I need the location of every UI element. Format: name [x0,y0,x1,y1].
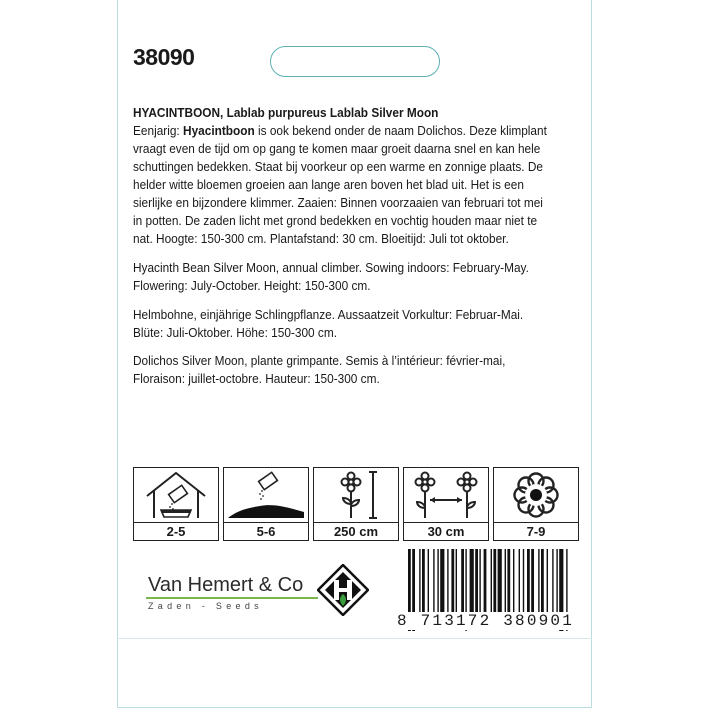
flowering-label: 7-9 [526,524,546,539]
barcode-bar [475,549,478,615]
barcode-bar [470,549,474,615]
sowing-icons [133,467,579,541]
plant-height-icon [314,468,398,523]
barcode-bar [493,549,496,615]
packet-fold-line [117,638,592,639]
barcode-bar [479,549,480,615]
name-dutch: Hyacintboon [183,124,255,138]
name-english: Hyacinth Bean Silver Moon [133,261,276,275]
flowering-box [493,467,579,541]
name-french: Dolichos Silver Moon [133,354,245,368]
barcode-bar [440,549,444,615]
name-german: Helmbohne [133,308,194,322]
barcode-bar [433,549,434,615]
barcode-bar [456,549,457,615]
article-number: 38090 [133,44,195,70]
outdoor-sowing-box [223,467,309,541]
body-german: , einjährige Schlingpflanze. Aussaatzeit Vorkultur: Februar-Mai. Blüte: Juli-Oktober. Höhe: 150-300 cm. [133,308,524,340]
plant-height-label: 250 cm [333,524,379,539]
body-english: , annual climber. Sowing indoors: February-May. Flowering: July-October. Height: 150-300 cm. [133,261,529,293]
plant-spacing-label: 30 cm [427,524,465,539]
indoor-sowing-label: 2-5 [166,524,186,539]
body-french: , plante grimpante. Semis à l’intérieur: février-mai, Floraison: juillet-octobre. Hauteur: 150-300 cm. [133,354,506,386]
brand-tagline: Zaden - Seeds [148,601,263,611]
barcode-bar [505,549,506,615]
brand-emblem-icon [317,564,369,621]
description-german [133,306,551,342]
outdoor-sowing-icon [224,468,308,523]
barcode-bar [519,549,520,615]
barcode-bar [513,549,514,615]
barcode-bar [461,549,464,615]
barcode-bar [491,549,492,615]
barcode-bar [523,549,524,615]
barcode-bar [556,549,557,615]
flowering-icon [494,468,578,523]
barcode-bar [538,549,539,615]
barcode-bar [437,549,438,615]
barcode-digits: 8 713172 380901 [397,612,575,630]
barcode-bar [541,549,544,615]
description-english [133,259,551,295]
blank-label-box [270,46,440,77]
indoor-sowing-box [133,467,219,541]
title-dutch: HYACINTBOON, Lablab purpureus Lablab Silver Moon [133,106,439,120]
plant-spacing-box [403,467,489,541]
barcode-bar [451,549,454,615]
description-french [133,352,551,388]
barcode-bar [552,549,553,615]
brand-underline [146,597,318,599]
body-dutch: is ook bekend onder de naam Dolichos. Deze klimplant vraagt even de tijd om op gang te komen maar groeit daarna snel en kan hele schuttingen bedekken. Staat bij voorkeur op een warme en zonnige plaats. De helder witte bloemen groeien aan lange aren boven het blad uit. Het is een sierlijke en bijzondere klimmer. Zaaien: Binnen voorzaaien van februari tot mei in potten. De zaden licht met grond bedekken en vochtig houden maar niet te nat. Hoogte: 150-300 cm. Plantafstand: 30 cm. Bloeitijd: Juli tot oktober. [133,124,547,246]
plant-spacing-icon [404,468,488,523]
barcode-bar [419,549,420,615]
barcode-bar [498,549,502,615]
barcode-bar [507,549,510,615]
barcode-bar [422,549,425,615]
barcode-bar [447,549,448,615]
outdoor-sowing-label: 5-6 [256,524,276,539]
barcode-bar [547,549,548,615]
lead-dutch: Eenjarig: [133,124,184,138]
plant-height-box [313,467,399,541]
barcode-bar [527,549,530,615]
description-dutch [133,104,551,248]
barcode-bar [484,549,487,615]
barcode-bar [428,549,429,615]
barcode-bar [531,549,534,615]
indoor-sowing-icon [134,468,218,523]
brand-name: Van Hemert & Co [148,574,304,596]
